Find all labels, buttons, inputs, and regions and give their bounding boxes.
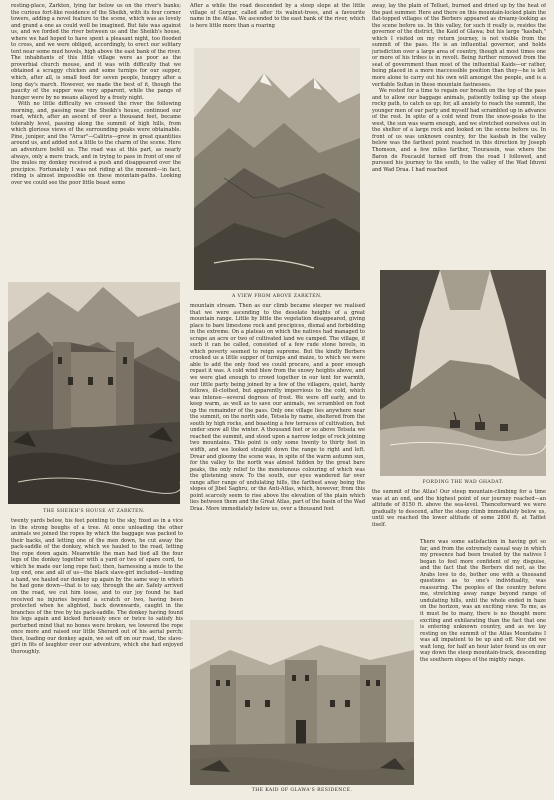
article-column-3-bottom [420,539,546,797]
mountain-view-caption: A VIEW FROM ABOVE ZARKTEN. [231,294,323,299]
article-paragraph: twenty yards below, his feet pointing to the sky, fixed as in a vice in the strong boughs of a tree. At once unloading the other animals we joined the ropes by which the baggage was packed to their backs, and letting one of the men down, he cut away the pack-saddle of the donkey, which we hauled to the road, letting the rope down again. Meanwhile the man had tied all the four legs of the donkey together with a yard or two of spare cord, to which he made our long rope fast; then, harnessing a mule to the top end, one and all of us—the black slave-girl included—lending a hand, we hauled our donkey up again by the same way in which he had gone down—that is to say, through the air. Safely arrived on the road, we cut him loose, and to our joy found he had received no injuries beyond a scratch or two, having been protected when he alighted, back downwards, caught in the branches of the tree by his pack-saddle. The donkey having found his legs again and kicked furiously once or twice to satisfy his perturbed mind that no bones were broken, we lowered the rope once more and raised our little Sherard out of his aerial perch; then, loading our donkey again, we set off on our road, the slave-girl in fits of laughter over our adventure, which she had enjoyed thoroughly. [11,518,183,655]
article-column-2-middle [190,303,365,605]
article-column-2-top [190,3,365,45]
article-column-3-middle [372,489,546,535]
article-paragraph: After a while the road descended by a steep slope at the little village of Gurgar, called after its walnut-trees, and a favourite name in the Atlas. We ascended to the east bank of the river, which is here little more than a roaring [190,3,365,29]
sheikh-house-caption: THE SHEIKH'S HOUSE AT ZARKTEN. [43,509,145,514]
article-paragraph: away, lay the plain of Telluet, burned and dried up by the heat of the past summer. Here and there on this mountain-locked plain the flat-topped villages of the Berbers appeared as dreamy-looking as the scene before us. In this valley, for such it really is, resides the governor of the district, the Kaid of Glawa; but his large "kasbah," which I visited on my return journey, is not visible from the summit of the pass. He is an influential governor, and holds jurisdiction over a large area of country, though at most times one or more of his tribes is in revolt. Being further removed from the seat of government than most of the influential Kaids—or rather, being placed in a more inaccessible position than they—he is left more alone to carry out his own will amongst the people, and is a veritable Sultan in these mountain fastnesses. [372,3,546,88]
article-paragraph: We rested for a time to regain our breath on the top of the pass and to allow our baggage animals, patiently toiling up the steep rocky path, to catch us up; for, all anxiety to reach the summit, the younger men of our party and myself had scrambled up in advance of the rest. In spite of a cold wind from the snow-peaks to the west, the sun was warm enough, and we stretched ourselves out in the shelter of a large rock and looked on the scene before us. In front of us was unknown country, for the kasbah in the valley below was the farthest point reached in this direction by Joseph Thomson, and a few miles farther, Tiourassin, was where the Baron de Foucauld turned off from the road I followed, and pursued his journey to the south, to the valley of the Wad Iduvni and Wad Draa. I had reached [372,88,546,173]
kaid-residence-caption: THE KAID OF GLAWA'S RESIDENCE. [251,788,353,793]
article-column-3-top [372,3,546,269]
sheikh-house-illustration [8,282,180,504]
article-paragraph: With no little difficulty we crossed the river the following morning, and, passing near the Sheikh's house, continued our road, which, after an ascent of over a thousand feet, became tolerably level, passing along the summit of high hills, from which glorious views of the surrounding peaks were obtainable. Pine, juniper, and the "Arrar"—Calitris—grew in great quantities around us, and added not a little to the charm of the scene. Here an adventure befell us. The road was at this part, as nearly always, only a mere track, and in trying to pass in front of one of the mules my donkey received a push and disappeared over the precipice. Fortunately I was not riding at the moment—in fact, riding is almost impossible on these mountain-paths. Looking over we could see the poor little beast some [11,101,181,186]
article-paragraph: resting-place, Zarkten, lying far below us on the river's banks; the curious fort-like residence of the Sheikh, with its four corner towers, adding a novel feature to the scene, which was as lovely and grand a one as could well be imagined. But fate was against us, and we forded the river between us and the Sheikh's house, where we had hoped to have spent a pleasant night, too flooded to cross, and we were obliged, accordingly, to erect our solitary tent near some mud hovels, high above the east bank of the river. The inhabitants of this little village were as poor as the proverbial church mouse, and it was with difficulty that we obtained a scraggy chicken and some turnips for our supper, which, after all, is small feed for seven people, hungry after a long day's march. However, we made the best of it, though the paucity of the supper was very apparent, while the pangs of hunger were by no means allayed by a frosty night. [11,3,181,101]
article-paragraph: mountain stream. Then as our climb became steeper we realised that we were ascending to the desolate heights of a great mountain range. Little by little the vegetation disappeared, giving place to bare limestone rock and precipices, dismal and forbidding in the extreme. On a plateau on which the natives had managed to scrape an acre or two of cultivated land we camped. The village, if such it can be called, consisted of a few rude stone hovels, in which poverty seemed to reign supreme. But the kindly Berbers crooked us a little supper of turnips and maize, to which we were able to add the only food we could procure, and a poor enough repast it was. A cold wind blew from the snowy heights above, and we were glad enough to crowd together in our tent for warmth, our little party being joined by a few of the villagers, quiet, hardy fellows, ill-clothed, but apparently impervious to the cold, which was intense—several degrees of frost. We were off early, and to keep warm, as well as to save our animals, we scrambled on foot up the remainder of the pass. Only one village lies anywhere near the summit, on the north side, Tetsela by name, sheltered from the south by high rocks, and boasting a few terraces of cultivation, but under snow all the winter. A thousand feet or so above Tetsela we reached the summit, and stood upon a narrow ledge of rock joining two mountains. This point is only some twenty to thirty feet in width, and we looked straight down the range to right and left. Drear and gloomy the scene was, in spite of the warm autumn sun, for the valley to the north was almost hidden by the great bare peaks, the only relief to the monotonous colouring of which was the glistening snow. To the south, our eyes wandered far over range after range of undulating hills, the farthest away being the slopes of Jibel Saghru, or the Anti-Atlas, which, however, from this point scarcely seem to rise above the elevation of the plain which lies between them and the Great Atlas, part of the basin of the Wad Draa. More immediately below us, over a thousand feet [190,303,365,512]
article-column-1-top [11,3,181,278]
fording-caption: FORDING THE WAD GHADAT. [422,480,504,485]
kaid-residence-illustration [190,620,414,785]
fording-illustration [380,270,546,476]
article-paragraph: There was some satisfaction in having got so far, and from the extremely casual way in which my presence had been treated by the natives I began to feel more confident of my disguise, and the fact that the Berbers did not, as the Arabs love to do, bother one with a thousand questions as to one's individuality, was reassuring. The peoples of the country before me, stretching away range beyond range of undulating hills, until the whole ended in haze on the horizon, was an exciting view. To me, as it must be to many, there is no thought more exciting and exhilarating than the fact that one is entering unknown country, and as we lay resting on the summit of the Atlas Mountains I was all impatient to be up and off. Nor did we wait long, for half an hour later found us on our way down the steep mountain-track, descending the southern slopes of the mighty range. [420,539,546,663]
article-column-1-bottom [11,518,183,796]
article-paragraph: the summit of the Atlas! Our steep mountain-climbing for a time was at an end, and the highest point of our journey reached—an altitude of 8150 ft. above the sea-level. Thenceforward we were gradually to descend, after the steep climb immediately below us, until we reached the lower altitude of some 2800 ft. at Tafilet itself. [372,489,546,528]
mountain-view-illustration [194,48,360,290]
